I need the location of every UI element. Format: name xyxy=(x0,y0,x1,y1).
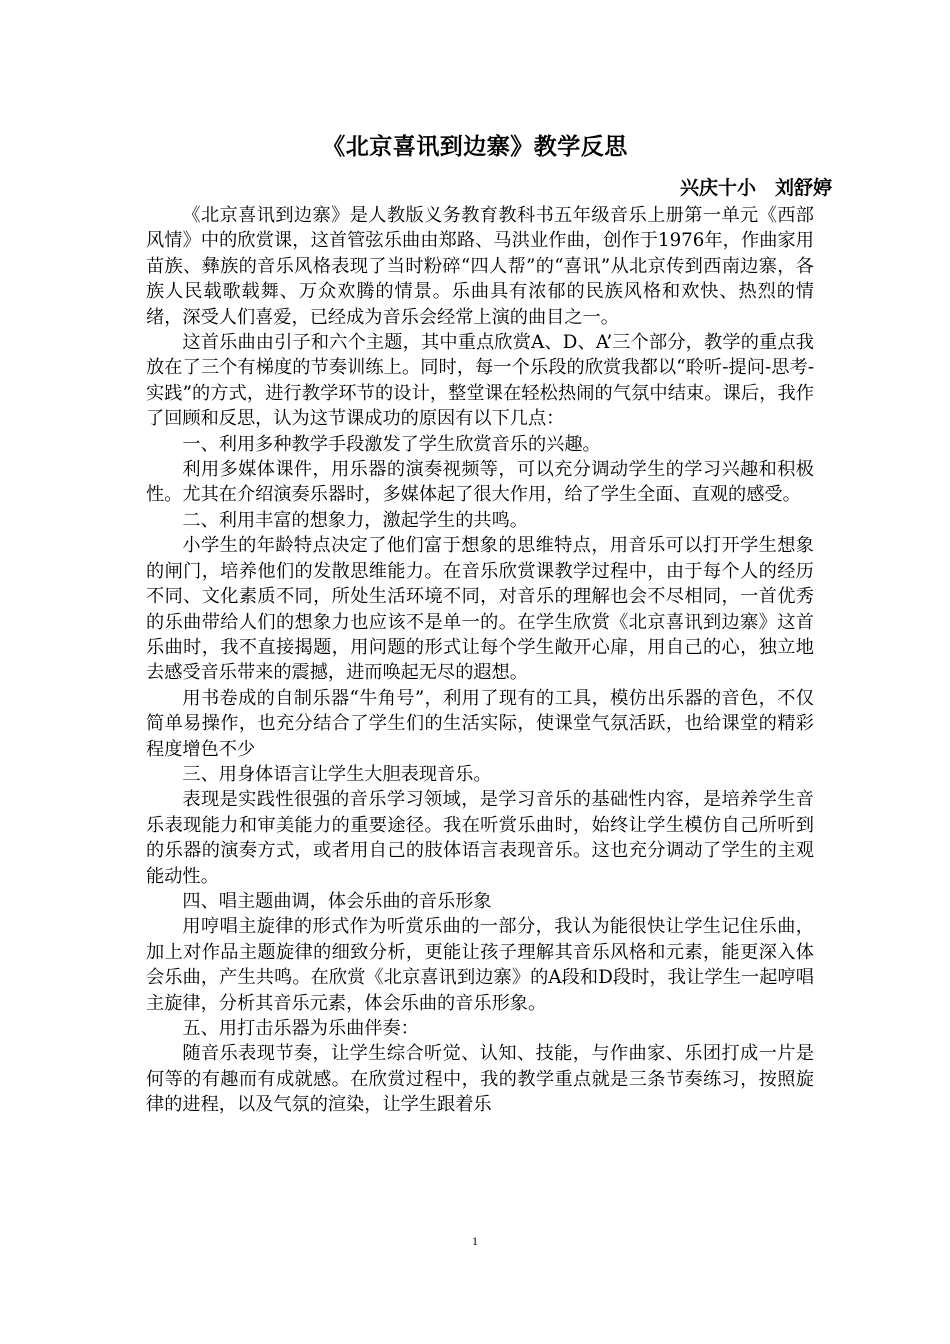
paragraph: 表现是实践性很强的音乐学习领域，是学习音乐的基础性内容，是培养学生音乐表现能力和审美能力的重要途径。我在听赏乐曲时，始终让学生模仿自己所听到的乐器的演奏方式，或者用自己的肢体语言表现音乐。这也充分调动了学生的主观能动性。 xyxy=(146,789,814,887)
author-line: 兴庆十小 刘舒婷 xyxy=(679,177,832,199)
page-number: 1 xyxy=(472,1234,478,1248)
body-text xyxy=(146,203,814,1118)
section-heading-5: 五、用打击乐器为乐曲伴奏： xyxy=(182,1018,419,1039)
paragraph: 利用多媒体课件，用乐器的演奏视频等，可以充分调动学生的学习兴趣和积极性。尤其在介绍演奏乐器时，多媒体起了很大作用，给了学生全面、直观的感受。 xyxy=(146,459,814,506)
paragraph-intro: 《北京喜讯到边寨》是人教版义务教育教科书五年级音乐上册第一单元《西部风情》中的欣赏课，这首管弦乐曲由郑路、马洪业作曲，创作于1976年，作曲家用苗族、彝族的音乐风格表现了当时粉碎“四人帮”的“喜讯”从北京传到西南边寨，各族人民载歌载舞、万众欢腾的情景。乐曲具有浓郁的民族风格和欢快、热烈的情绪，深受人们喜爱，已经成为音乐会经常上演的曲目之一。 xyxy=(146,205,814,328)
paragraph: 小学生的年龄特点决定了他们富于想象的思维特点，用音乐可以打开学生想象的闸门，培养他们的发散思维能力。在音乐欣赏课教学过程中，由于每个人的经历不同、文化素质不同，所处生活环境不同，对音乐的理解也会不尽相同，一首优秀的乐曲带给人们的想象力也应该不是单一的。在学生欣赏《北京喜讯到边寨》这首乐曲时，我不直接揭题，用问题的形式让每个学生敞开心扉，用自己的心，独立地去感受音乐带来的震撼，进而唤起无尽的遐想。 xyxy=(146,535,814,684)
paragraph: 用书卷成的自制乐器“牛角号”，利用了现有的工具，模仿出乐器的音色，不仅简单易操作，也充分结合了学生们的生活实际，使课堂气氛活跃，也给课堂的精彩程度增色不少 xyxy=(146,687,814,760)
section-heading-2: 二、利用丰富的想象力，激起学生的共鸣。 xyxy=(182,509,528,531)
section-heading-3: 三、用身体语言让学生大胆表现音乐。 xyxy=(182,763,492,785)
paragraph-structure: 这首乐曲由引子和六个主题，其中重点欣赏A、D、A’三个部分，教学的重点我放在了三个有梯度的节奏训练上。同时，每一个乐段的欣赏我都以“聆听-提问-思考-实践”的方式，进行教学环节的设计，整堂课在轻松热闹的气氛中结束。课后，我作了回顾和反思，认为这节课成功的原因有以下几点： xyxy=(146,332,814,430)
page-title: 《北京喜讯到边寨》教学反思 xyxy=(322,134,628,160)
paragraph: 随音乐表现节奏，让学生综合听觉、认知、技能，与作曲家、乐团打成一片是何等的有趣而有成就感。在欣赏过程中，我的教学重点就是三条节奏练习，按照旋律的进程，以及气氛的渲染，让学生跟着乐 xyxy=(146,1043,814,1116)
section-heading-1: 一、利用多种教学手段激发了学生欣赏音乐的兴趣。 xyxy=(182,433,601,455)
section-heading-4: 四、唱主题曲调，体会乐曲的音乐形象 xyxy=(182,890,492,912)
paragraph: 用哼唱主旋律的形式作为听赏乐曲的一部分，我认为能很快让学生记住乐曲，加上对作品主题旋律的细致分析，更能让孩子理解其音乐风格和元素，能更深入体会乐曲，产生共鸣。在欣赏《北京喜讯到边寨》的A段和D段时，我让学生一起哼唱主旋律，分析其音乐元素，体会乐曲的音乐形象。 xyxy=(146,916,814,1014)
